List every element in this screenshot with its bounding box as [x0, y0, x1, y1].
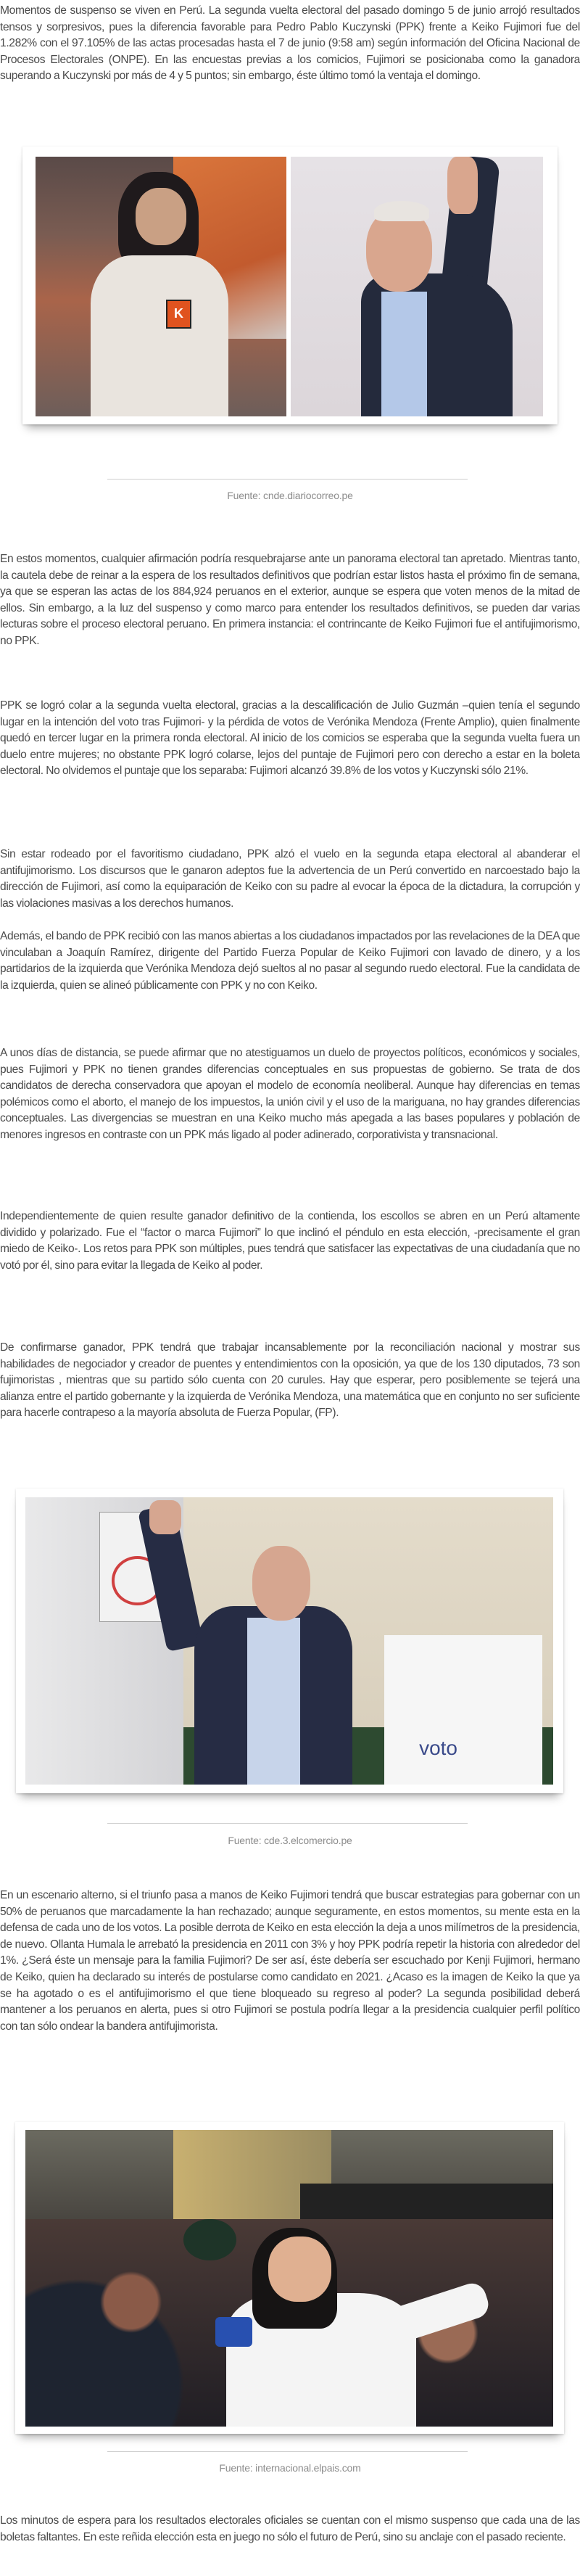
article-paragraph: Momentos de suspenso se viven en Perú. La segunda vuelta electoral del pasado domingo 5 de junio arrojó resultados tensos y sorpresivos, pues la diferencia favorable para Pedro Pablo Kuczynski (PPK) frente a Keiko Fujimori fue del 1.282% con el 97.105% de las actas procesadas hasta el 7 de junio (9:58 am) según información del Oficina Nacional de Procesos Electorales (ONPE). En las encuestas previas a los comicios, Fujimori se posicionaba como la ganadora superando a Kuczynski por más de 4 y 5 puntos; sin embargo, éste último tomó la ventaja el domingo. [0, 4, 580, 83]
photo-ppk-voting [25, 1497, 553, 1785]
article-paragraph: Independientemente de quien resulte ganador definitivo de la contienda, los escollos se abren en un Perú altamente dividido y polarizado. Fue el “factor o marca Fujimori” lo que inclinó el péndulo en esta elección, -precisamente el gran miedo de Keiko-. Los retos para PPK son múltiples, pues tendrá que satisfacer las expectativas de una ciudadanía que no votó por él, sino para evitar la llegada de Keiko al poder. [0, 1210, 580, 1272]
figure-frame [15, 2122, 564, 2434]
figure-caption: Fuente: internacional.elpais.com [219, 2462, 361, 2474]
figure-frame [22, 147, 558, 424]
photo-keiko-crowd [25, 2130, 553, 2427]
article-paragraph: Sin estar rodeado por el favoritismo ciudadano, PPK alzó el vuelo en la segunda etapa electoral al abanderar el antifujimorismo. Los discursos que le ganaron adeptos fue la advertencia de un Perú convertido en narcoestado bajo la dirección de Fujimori, así como la equiparación de Keiko con su padre al evocar la época de la dictadura, la corrupción y las violaciones masivas a los derechos humanos. [0, 848, 580, 910]
article-paragraph: A unos días de distancia, se puede afirmar que no atestiguamos un duelo de proyectos políticos, económicos y sociales, pues Fujimori y PPK no tienen grandes diferencias conceptuales en sus propuestas de gobierno. Se trata de dos candidatos de derecha conservadora que apoyan el modelo de economía neoliberal. Aunque hay diferencias en temas polémicos como el aborto, el manejo de los impuestos, la unión civil y el uso de la mariguana, no hay grandes diferencias conceptuales. Las divergencias se muestran en una Keiko mucho más apegada a las bases populares y población de menores ingresos en contraste con un PPK más ligado al poder adinerado, corporativista y transnacional. [0, 1047, 580, 1141]
caption-divider [107, 479, 468, 480]
article-paragraph: Los minutos de espera para los resultados electorales oficiales se cuentan con el mismo suspenso que cada una de las boletas faltantes. En este reñida elección esta en juego no sólo el futuro de Perú, sino su anclaje con el pasado reciente. [0, 2514, 580, 2543]
article-paragraph: Además, el bando de PPK recibió con las manos abiertas a los ciudadanos impactados por las revelaciones de la DEA que vinculaban a Joaquín Ramírez, dirigente del Partido Fuerza Popular de Keiko Fujimori con lavado de dinero, y a los partidarios de la izquierda que Verónika Mendoza dejó sueltos al no pasar al segundo ruedo electoral. Fue la candidata de la izquierda, quien se alineó públicamente con PPK y no con Keiko. [0, 930, 580, 992]
article-paragraph: De confirmarse ganador, PPK tendrá que trabajar incansablemente por la reconciliación nacional y mostrar sus habilidades de negociador y creador de puentes y entendimientos con la oposición, ya que de los 130 diputados, 73 son fujimoristas , mientras que su partido sólo cuenta con 20 curules. Hay que esperar, pero posiblemente se tejerá una alianza entre el partido gobernante y la izquierda de Verónika Mendoza, una matemática que en conjunto no ser suficiente para hacerle contrapeso a la mayoría absoluta de Fuerza Popular, (FP). [0, 1341, 580, 1420]
photo-ppk [291, 157, 543, 416]
party-badge-icon: K [166, 300, 191, 329]
voting-booth: voto [384, 1635, 542, 1785]
caption-divider [107, 1823, 468, 1824]
figure-frame [16, 1489, 563, 1793]
article-paragraph: En un escenario alterno, si el triunfo pasa a manos de Keiko Fujimori tendrá que buscar estrategias para gobernar con un 50% de peruanos que marcadamente la han rechazado; aunque seguramente, en estos momentos, su mente esta en la defensa de cada uno de los votos. La posible derrota de Keiko en esta elección la deja a unos milímetros de la presidencia, de nuevo. Ollanta Humala le arrebató la presidencia en 2011 con 3% y hoy PPK podría repetir la historia con alrededor del 1%. ¿Será éste un mensaje para la familia Fujimori? De ser así, éste debería ser escuchado por Kenji Fujimori, hermano de Keiko, quien ha declarado su interés de postularse como candidato en 2021. ¿Acaso es la imagen de Keiko la que ya se ha agotado o es el antifujimorismo el que tiene bloqueado su regreso al poder? La segunda posibilidad deberá mantener a los peruanos en alerta, pues si otro Fujimori se postula podría llegar a la presidencia cualquier perfil político con tan sólo ondear la bandera antifujimorista. [0, 1889, 580, 2033]
figure-caption: Fuente: cnde.diariocorreo.pe [227, 490, 353, 501]
article-paragraph: PPK se logró colar a la segunda vuelta electoral, gracias a la descalificación de Julio Guzmán –quien tenía el segundo lugar en la intención del voto tras Fujimori- y la pérdida de votos de Verónika Mendoza (Frente Amplio), quien finalmente quedó en tercer lugar en la primera ronda electoral. Al inicio de los comicios se esperaba que la segunda vuelta fuera un duelo entre mujeres; no obstante PPK logró colarse, lejos del puntaje de Fujimori pero con derecho a estar en la boleta electoral. No olvidemos el puntaje que los separaba: Fujimori alcanzó 39.8% de los votos y Kuczynski sólo 21%. [0, 699, 580, 778]
caption-divider [107, 2451, 468, 2452]
figure-caption: Fuente: cde.3.elcomercio.pe [228, 1835, 352, 1846]
article-paragraph: En estos momentos, cualquier afirmación podría resquebrajarse ante un panorama electoral tan apretado. Mientras tanto, la cautela debe de reinar a la espera de los resultados definitivos que podrían estar listos hasta el próximo fin de semana, ya que se esperan las actas de los 884,924 peruanos en el exterior, aunque se espera que voten menos de la mitad de ellos. Sin embargo, a la luz del suspenso y como marco para entender los resultados definitivos, se pueden dar varias lecturas sobre el proceso electoral peruano. En primera instancia: el contrincante de Keiko Fujimori fue el antifujimorismo, no PPK. [0, 553, 580, 647]
photo-keiko-fujimori [36, 157, 286, 416]
